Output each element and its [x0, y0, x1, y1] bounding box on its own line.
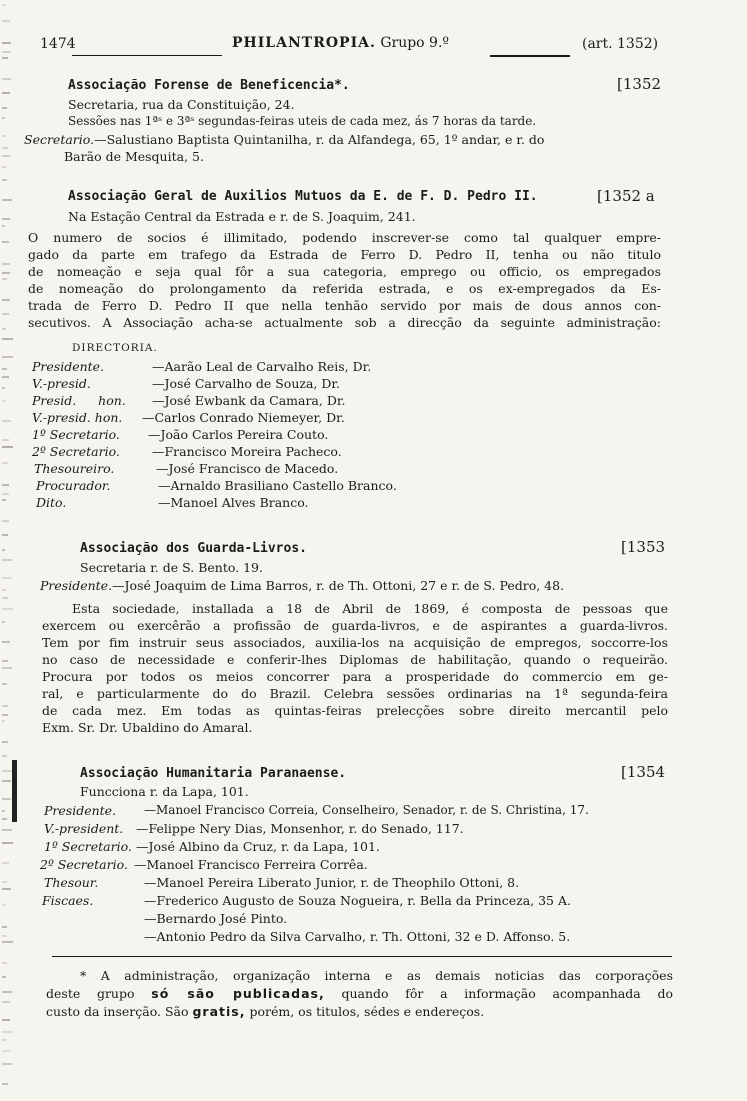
noise-speck — [2, 520, 9, 522]
officer-role: 2º Secretario. — [32, 444, 120, 459]
noise-speck — [2, 272, 10, 274]
officer-name: —Arnaldo Brasiliano Castello Branco. — [158, 478, 397, 493]
officer-name: —José Ewbank da Camara, Dr. — [152, 393, 346, 408]
noise-speck — [2, 313, 9, 315]
noise-speck — [2, 667, 12, 669]
officer-role: V.-presid. hon. — [32, 410, 123, 425]
entry-1353-address: Secretaria r. de S. Bento. 19. — [80, 560, 263, 575]
officer-name: —Manoel Alves Branco. — [158, 495, 309, 510]
noise-speck — [2, 117, 5, 119]
noise-speck — [2, 57, 8, 59]
entry-number-1354: [1354 — [621, 763, 666, 781]
entry-number-1352: [1352 — [617, 75, 662, 93]
officer-name: —Salustiano Baptista Quintanilha, r. da Alfandega, 65, 1º andar, e r. do — [94, 132, 545, 147]
noise-speck — [2, 20, 10, 22]
officer-name: —João Carlos Pereira Couto. — [148, 427, 329, 442]
noise-speck — [2, 888, 11, 890]
noise-speck — [2, 991, 12, 993]
noise-speck — [2, 705, 8, 707]
noise-speck — [2, 147, 8, 149]
noise-speck — [2, 166, 6, 168]
noise-speck — [2, 241, 9, 243]
noise-speck — [2, 641, 10, 643]
noise-speck — [2, 446, 13, 448]
noise-speck — [2, 135, 5, 137]
header-rule-right — [490, 55, 570, 57]
paragraph-line: Exm. Sr. Dr. Ubaldino do Amaral. — [42, 720, 253, 735]
footnote-text: custo da inserção. São — [46, 1004, 189, 1019]
noise-speck — [2, 439, 9, 441]
noise-speck — [2, 720, 5, 722]
entry-1352a-address: Na Estação Central da Estrada e r. de S. Joaquim, 241. — [68, 209, 416, 224]
entry-title-1353: Associação dos Guarda-Livros. — [80, 541, 307, 556]
paragraph-line: de nomeação e seja qual fôr a sua categoria, emprego ou officio, os empregados — [28, 264, 661, 279]
noise-speck — [2, 608, 13, 610]
paragraph-line: ral, e particularmente do do Brazil. Celebra sessões ordinarias na 1ª segunda-feira — [42, 686, 668, 701]
noise-speck — [2, 387, 5, 389]
footnote-line-2 — [46, 986, 673, 1001]
paragraph-line: trada de Ferro D. Pedro II que nella tenhão servido por mais de dous annos con- — [28, 298, 661, 313]
entry-1352-line: Sessões nas 1ªˢ e 3ªˢ segundas-feiras uteis de cada mez, ás 7 horas da tarde. — [68, 114, 537, 128]
officer-name: —Manoel Francisco Correia, Conselheiro, Senador, r. de S. Christina, 17. — [144, 803, 589, 817]
noise-speck — [2, 829, 12, 831]
officer-role: Procurador. — [36, 478, 111, 493]
noise-speck — [2, 534, 8, 536]
officer-row — [40, 578, 564, 593]
running-title — [232, 35, 449, 51]
footnote-rule — [52, 956, 672, 957]
noise-speck — [2, 962, 7, 964]
entry-number-1353: [1353 — [621, 538, 666, 556]
noise-speck — [2, 400, 6, 402]
entry-title-1352a: Associação Geral de Auxilios Mutuos da E. de F. D. Pedro II. — [68, 189, 538, 204]
officer-role: Secretario. — [24, 132, 95, 147]
noise-speck — [2, 107, 7, 109]
noise-speck — [2, 1019, 10, 1021]
noise-speck — [2, 4, 6, 6]
officer-name: —Bernardo José Pinto. — [144, 911, 288, 926]
officer-name: —Manoel Francisco Ferreira Corrêa. — [134, 857, 368, 872]
noise-speck — [2, 941, 13, 943]
footnote-text: quando fôr a informação acompanhada do — [341, 986, 673, 1001]
officer-name: —José Carvalho de Souza, Dr. — [152, 376, 340, 391]
noise-speck — [2, 155, 10, 157]
footnote-line-3 — [46, 1004, 484, 1019]
noise-speck — [2, 862, 9, 864]
group-label: Grupo 9.º — [380, 35, 450, 51]
officer-role: Presidente. — [32, 359, 105, 374]
noise-speck — [2, 904, 6, 906]
noise-speck — [2, 1001, 10, 1003]
noise-speck — [2, 376, 9, 378]
noise-speck — [2, 420, 11, 422]
officer-role: V.-president. — [44, 821, 124, 836]
footnote-text: deste grupo — [46, 986, 135, 1001]
noise-speck — [2, 1050, 11, 1052]
entry-1352-line: Secretaria, rua da Constituição, 24. — [68, 97, 295, 112]
noise-speck — [2, 780, 11, 782]
entry-1352-continuation: Barão de Mesquita, 5. — [64, 149, 204, 164]
noise-speck — [2, 499, 6, 501]
paragraph-line: Esta sociedade, installada a 18 de Abril de 1869, é composta de pessoas que — [72, 601, 668, 616]
noise-speck — [2, 462, 8, 464]
officer-role: 1º Secretario. — [44, 839, 132, 854]
footnote-line-1: * A administração, organização interna e as demais noticias das corporações — [80, 968, 673, 983]
noise-speck — [2, 976, 6, 978]
entry-title-1352: Associação Forense de Beneficencia*. — [68, 78, 350, 93]
paragraph-line: gado da parte em trafego da Estrada de Ferro D. Pedro II, tenha ou não titulo — [28, 247, 661, 262]
noise-speck — [2, 577, 12, 579]
noise-speck — [2, 810, 5, 812]
paragraph-line: exercem ou exercêrão a profissão de guarda-livros, e de aspirantes a guarda-livros. — [42, 618, 668, 633]
scan-edge-noise — [0, 0, 14, 1101]
officer-name: —José Francisco de Macedo. — [156, 461, 339, 476]
noise-speck — [2, 1063, 12, 1065]
noise-speck — [2, 225, 5, 227]
officer-name: —Carlos Conrado Niemeyer, Dr. — [142, 410, 345, 425]
officer-name: —José Albino da Cruz, r. da Lapa, 101. — [136, 839, 380, 854]
footnote-emphasis: gratis, — [192, 1004, 246, 1019]
noise-speck — [2, 818, 7, 820]
noise-speck — [2, 1083, 8, 1085]
page-number: 1474 — [40, 36, 76, 52]
noise-speck — [2, 842, 13, 844]
noise-speck — [2, 549, 5, 551]
officer-role: Thesoureiro. — [34, 461, 115, 476]
officer-role: V.-presid. — [32, 376, 91, 391]
noise-speck — [2, 1031, 13, 1033]
noise-speck — [2, 199, 12, 201]
noise-speck — [2, 881, 7, 883]
noise-speck — [2, 1039, 6, 1041]
officer-role: Presidente. — [44, 803, 117, 818]
noise-speck — [2, 660, 8, 662]
noise-speck — [2, 493, 9, 495]
noise-speck — [2, 597, 8, 599]
margin-ink-mark — [12, 760, 17, 822]
board-title: DIRECTORIA. — [72, 342, 158, 354]
officer-role: Presidente. — [40, 578, 113, 593]
paragraph-line: de nomeação do prolongamento da referida estrada, e os ex-empregados da Es- — [28, 281, 661, 296]
noise-speck — [2, 299, 10, 301]
noise-speck — [2, 798, 11, 800]
noise-speck — [2, 368, 7, 370]
noise-speck — [2, 78, 11, 80]
noise-speck — [2, 926, 7, 928]
paragraph-line: no caso de necessidade e conferir-lhes Diplomas de habilitação, quando o requeirão. — [42, 652, 668, 667]
paragraph-line: Procura por todos os meios concorrer para a prosperidade do commercio em ge- — [42, 669, 668, 684]
officer-role: Dito. — [36, 495, 67, 510]
noise-speck — [2, 263, 10, 265]
noise-speck — [2, 218, 10, 220]
entry-1354-address: Funcciona r. da Lapa, 101. — [80, 784, 249, 799]
officer-name: —Francisco Moreira Pacheco. — [152, 444, 342, 459]
paragraph-line: O numero de socios é illimitado, podendo inscrever-se como tal qualquer empre- — [28, 230, 661, 245]
officer-name: —Manoel Pereira Liberato Junior, r. de Theophilo Ottoni, 8. — [144, 875, 520, 890]
officer-name: —Frederico Augusto de Souza Nogueira, r. Bella da Princeza, 35 A. — [144, 893, 571, 908]
officer-role: 1º Secretario. — [32, 427, 120, 442]
paragraph-line: Tem por fim instruir seus associados, auxilia-los na acquisição de empregos, soccorre-los — [42, 635, 668, 650]
noise-speck — [2, 714, 8, 716]
officer-name: —José Joaquim de Lima Barros, r. de Th. Ottoni, 27 e r. de S. Pedro, 48. — [112, 578, 565, 593]
noise-speck — [2, 42, 11, 44]
officer-name: —Aarão Leal de Carvalho Reis, Dr. — [152, 359, 372, 374]
noise-speck — [2, 755, 7, 757]
officer-role: Fiscaes. — [42, 893, 94, 908]
noise-speck — [2, 328, 6, 330]
running-title-text: PHILANTROPIA. — [232, 35, 376, 51]
officer-role: 2º Secretario. — [40, 857, 128, 872]
noise-speck — [2, 683, 7, 685]
noise-speck — [2, 484, 9, 486]
noise-speck — [2, 51, 11, 53]
paragraph-line: secutivos. A Associação acha-se actualmente sob a direcção da seguinte administração: — [28, 315, 661, 330]
noise-speck — [2, 741, 8, 743]
officer-name: —Antonio Pedro da Silva Carvalho, r. Th. Ottoni, 32 e D. Affonso. 5. — [144, 929, 571, 944]
noise-speck — [2, 338, 13, 340]
officer-role: Presid. hon. — [32, 393, 126, 408]
paragraph-line: de cada mez. Em todas as quintas-feiras prelecções sobre direito mercantil pelo — [42, 703, 668, 718]
officer-row — [24, 132, 544, 147]
footnote-emphasis: só são publicadas, — [151, 986, 325, 1001]
noise-speck — [2, 356, 13, 358]
noise-speck — [2, 179, 7, 181]
header-rule-left — [72, 55, 222, 56]
officer-role: Thesour. — [44, 875, 99, 890]
article-range: (art. 1352) — [582, 36, 659, 52]
noise-speck — [2, 589, 6, 591]
noise-speck — [2, 278, 7, 280]
entry-number-1352a: [1352 a — [597, 187, 655, 205]
noise-speck — [2, 559, 12, 561]
entry-title-1354: Associação Humanitaria Paranaense. — [80, 766, 347, 781]
noise-speck — [2, 935, 7, 937]
noise-speck — [2, 92, 10, 94]
officer-name: —Felippe Nery Dias, Monsenhor, r. do Senado, 117. — [136, 821, 464, 836]
footnote-text: porém, os titulos, sédes e endereços. — [249, 1004, 485, 1019]
noise-speck — [2, 621, 5, 623]
